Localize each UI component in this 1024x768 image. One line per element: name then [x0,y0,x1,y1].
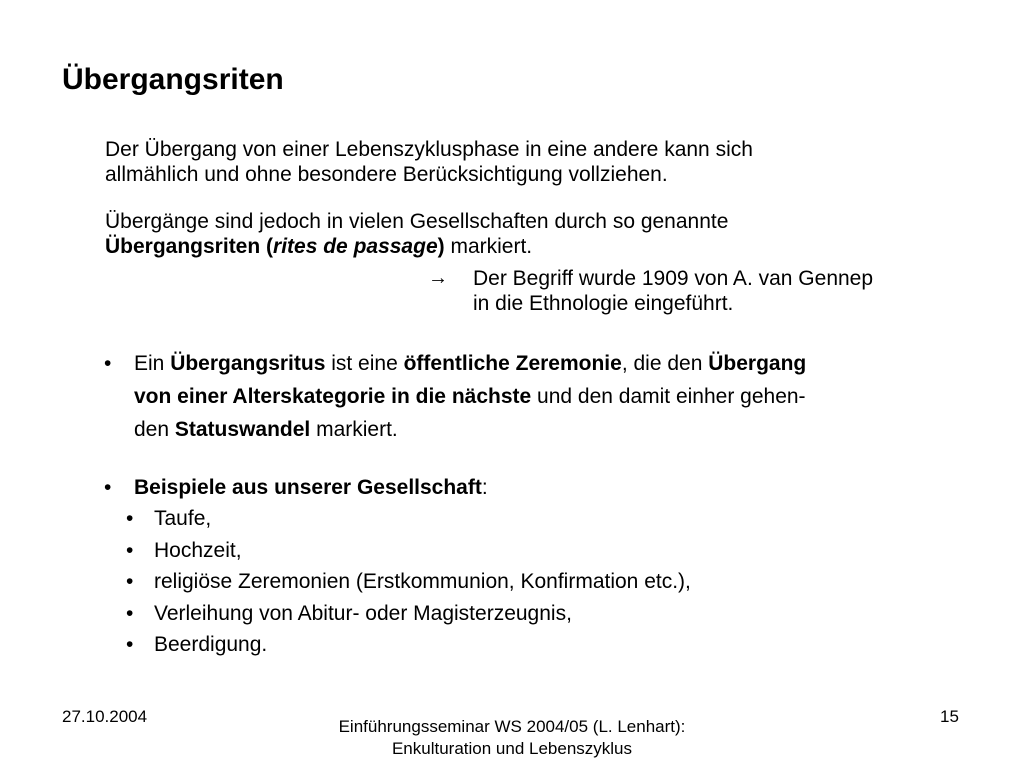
definition-line-2 [134,380,806,413]
example-text: Beerdigung. [154,633,268,656]
term-statuswandel: Statuswandel [174,418,311,441]
examples-heading-text [134,471,488,504]
bullet-dot-icon: • [126,538,134,562]
list-item [126,598,691,630]
slide-title: Übergangsriten [62,63,284,96]
footer-course-line-2: Enkulturation und Lebenszyklus [391,739,633,758]
transition-line-2-rest: markiert. [444,235,533,258]
gennep-note-text [473,266,873,316]
term-oeffentliche-zeremonie: öffentliche Zeremonie [403,352,622,375]
definition-line-1 [134,347,806,380]
definition-text-8: und den damit einher gehen- [531,385,806,408]
definition-text-11: markiert. [310,418,398,441]
transition-line-1: Übergänge sind jedoch in vielen Gesellschaften durch so genannte [105,210,729,233]
bullet-dot-icon: • [126,601,134,625]
transition-line-2 [105,234,965,259]
example-text: Verleihung von Abitur- oder Magisterzeugnis, [154,601,572,625]
definition-text-9: den [134,418,175,441]
example-text: Hochzeit, [154,538,242,562]
term-rites-de-passage: rites de passage [273,235,438,258]
list-item [126,503,691,535]
gennep-note-line-2: in die Ethnologie eingeführt. [473,292,734,315]
footer-date: 27.10.2004 [62,707,148,726]
bullet-dot-icon: • [126,507,134,530]
gennep-note-line-1: Der Begriff wurde 1909 von A. van Gennep [473,267,874,290]
examples-heading-colon: : [481,476,488,499]
definition-text-5: , die den [621,352,709,375]
term-alterskategorie: von einer Alterskategorie in die nächste [134,385,532,408]
bullet-dot-icon: • [126,570,134,593]
intro-line-2: allmählich und ohne besondere Berücksichtigung vollziehen. [105,163,668,186]
list-item [126,535,691,567]
term-uebergangsritus: Übergangsritus [170,352,326,375]
list-item [126,629,691,661]
definition-text [134,347,806,446]
bullet-dot-icon: • [126,633,134,656]
bullet-dot-icon: • [104,476,112,499]
examples-heading-label: Beispiele aus unserer Gesellschaft [134,476,482,499]
intro-paragraph [105,137,965,187]
examples-list [126,503,691,661]
term-uebergangsriten: Übergangsriten ( [105,235,274,258]
transition-paragraph [105,209,965,259]
intro-line-1: Der Übergang von einer Lebenszyklusphase in eine andere kann sich [105,138,753,161]
example-text: Taufe, [154,507,212,530]
definition-text-3: ist eine [325,352,404,375]
list-item [126,566,691,598]
examples-heading-line [134,471,488,504]
arrow-right-icon: → [428,267,448,289]
term-uebergang: Übergang [708,352,807,375]
definition-text-1: Ein [134,352,171,375]
example-text: religiöse Zeremonien (Erstkommunion, Konfirmation etc.), [154,570,691,593]
definition-line-3 [134,413,806,446]
term-close-paren: ) [437,235,445,258]
page-number: 15 [940,707,959,726]
footer-course-info [312,716,712,760]
bullet-dot-icon: • [104,352,112,375]
footer-course-line-1: Einführungsseminar WS 2004/05 (L. Lenhart): [338,717,686,736]
